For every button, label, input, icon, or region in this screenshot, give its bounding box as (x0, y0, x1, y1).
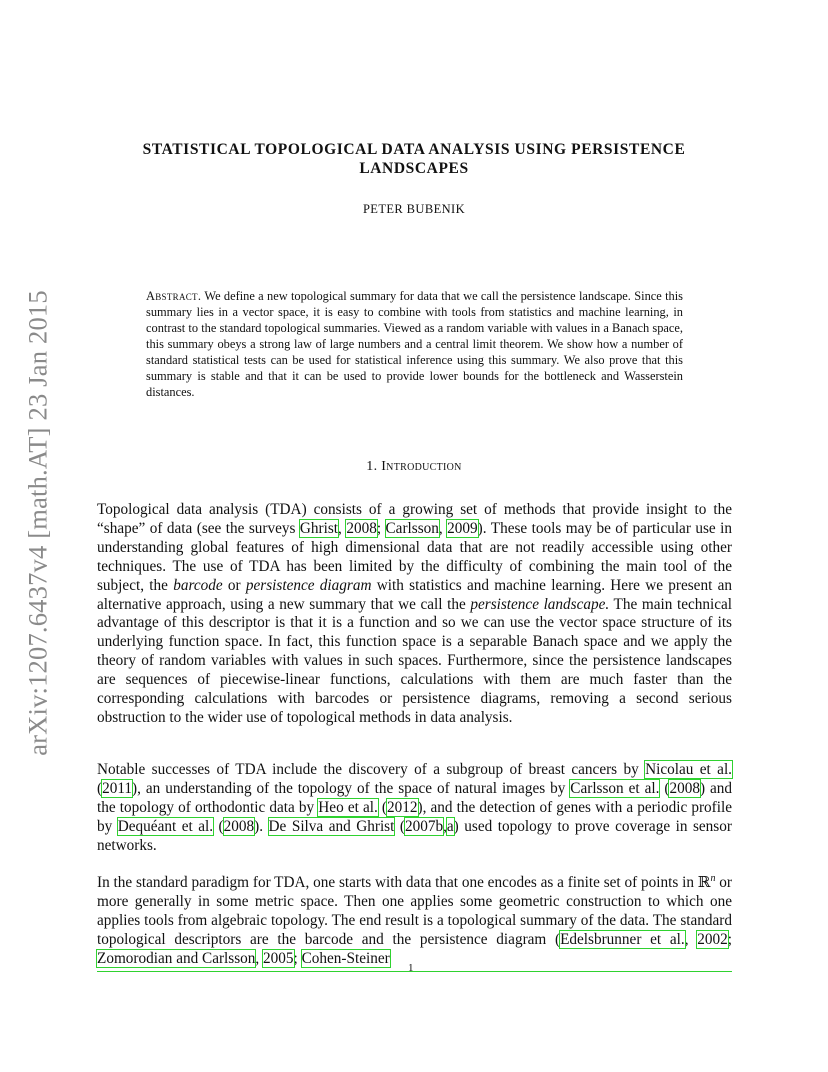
citation-link[interactable]: Zomorodian and Carlsson (97, 949, 256, 967)
arxiv-identifier: arXiv:1207.6437v4 [math.AT] 23 Jan 2015 (22, 290, 53, 756)
text: Topological data analysis (TDA) consists of a growing set of methods that provide insight to the “shape” of data (see the surveys (97, 501, 732, 537)
abstract (146, 288, 683, 400)
text: ; (376, 519, 386, 537)
citation-link[interactable]: 2011 (102, 779, 133, 797)
citation-link[interactable]: 2008 (223, 817, 255, 835)
citation-link-overflow-box[interactable] (97, 971, 732, 972)
citation-link[interactable]: Dequéant et al. (117, 817, 214, 835)
paragraph-3 (97, 870, 732, 969)
text: In the standard paradigm for TDA, one starts with data that one encodes as a finite set of points in ℝ (97, 874, 711, 892)
text: ) used topology to prove coverage in sensor networks. (97, 817, 732, 854)
text: , (338, 519, 347, 537)
text: ) and the topology of orthodontic data by (97, 779, 732, 816)
abstract-label: Abstract. (146, 289, 202, 303)
text: The main technical advantage of this descriptor is that it is a function and so we can use the vector space structure of its underlying function space. In fact, this function space is a separable Banach space and we apply the theory of random variables with values in such spaces. Furthermore, since the persistence landscapes are sequences of piecewise-linear functions, calculations with them are much faster than the corresponding calculations with barcodes or persistence diagrams, removing a second serious obstruction to the wider use of topological methods in data analysis. (97, 595, 732, 726)
citation-link[interactable]: 2008 (346, 519, 377, 537)
text: Notable successes of TDA include the discovery of a subgroup of breast cancers by (97, 761, 646, 778)
text: , (443, 817, 447, 835)
citation-link[interactable]: Heo et al. (318, 798, 378, 816)
citation-link[interactable]: 2007b (404, 817, 444, 835)
page-number: 1 (408, 962, 414, 974)
paragraph-2 (97, 761, 732, 856)
text: , (684, 930, 698, 948)
citation-link[interactable]: Carlsson et al. (570, 779, 660, 797)
citation-link[interactable]: 2002 (697, 930, 728, 948)
text: ( (213, 817, 224, 835)
text: or more generally in some metric space. Then one applies some geometric construction to which one applies tools from algebraic topology. The end result is a topological summary of the data. The standard topological descriptors are the barcode and the persistence diagram ( (97, 874, 732, 948)
citation-link[interactable]: Cohen-Steiner (301, 949, 390, 967)
text: or (222, 576, 246, 594)
citation-link[interactable]: 2012 (387, 798, 418, 816)
emphasis-persistence-landscape: persistence landscape. (470, 595, 610, 613)
citation-link[interactable]: 2009 (447, 519, 478, 537)
emphasis-barcode: barcode (173, 576, 223, 594)
author-name: PETER BUBENIK (362, 202, 466, 216)
text: ( (97, 779, 103, 797)
citation-link[interactable]: Edelsbrunner et al. (560, 930, 685, 948)
section-title: Introduction (381, 459, 462, 474)
text: , (438, 519, 448, 537)
text: ; (293, 949, 302, 967)
superscript-n: n (710, 873, 716, 884)
text: ), and the detection of genes with a periodic profile by (97, 798, 733, 835)
text: with statistics and machine learning. Here we present an alternative approach, using a new summary that we call the (97, 576, 732, 613)
text: ( (377, 798, 387, 816)
paper-title (95, 140, 733, 178)
citation-link[interactable]: De Silva and Ghrist (268, 817, 395, 835)
citation-link[interactable]: Carlsson (385, 519, 439, 537)
text: ( (394, 817, 405, 835)
text: ). These tools may be of particular use in understanding global features of high dimensional data that are not readily accessible using other techniques. The use of TDA has been limited by the difficulty of combining the main tool of the subject, the (97, 519, 733, 594)
citation-link[interactable]: a (446, 817, 454, 835)
citation-link[interactable]: Ghrist (299, 519, 339, 537)
section-heading (95, 459, 733, 475)
emphasis-persistence-diagram: persistence diagram (245, 576, 372, 594)
title-line-1: STATISTICAL TOPOLOGICAL DATA ANALYSIS USING PERSISTENCE (142, 141, 686, 158)
text: ; (727, 930, 733, 948)
citation-link[interactable]: 2008 (669, 779, 700, 797)
paragraph-1 (97, 501, 732, 728)
citation-link[interactable]: Nicolau et al. (645, 761, 732, 778)
text: ). (254, 817, 269, 835)
title-line-2: LANDSCAPES (359, 160, 469, 177)
abstract-text: We define a new topological summary for data that we call the persistence landscape. Since this summary lies in a vector space, it is easy to combine with tools from statistics and machine learning, in contrast to the standard topological summaries. Viewed as a random variable with values in a Banach space, this summary obeys a strong law of large numbers and a central limit theorem. We show how a number of standard statistical tests can be used for statistical inference using this summary. We also prove that this summary is stable and that it can be used to provide lower bounds for the bottleneck and Wasserstein distances. (146, 289, 683, 399)
section-number: 1. (366, 459, 378, 474)
text: ), an understanding of the topology of the space of natural images by (132, 779, 571, 797)
text: , (255, 949, 264, 967)
text: ( (659, 779, 670, 797)
citation-link[interactable]: 2005 (263, 949, 294, 967)
